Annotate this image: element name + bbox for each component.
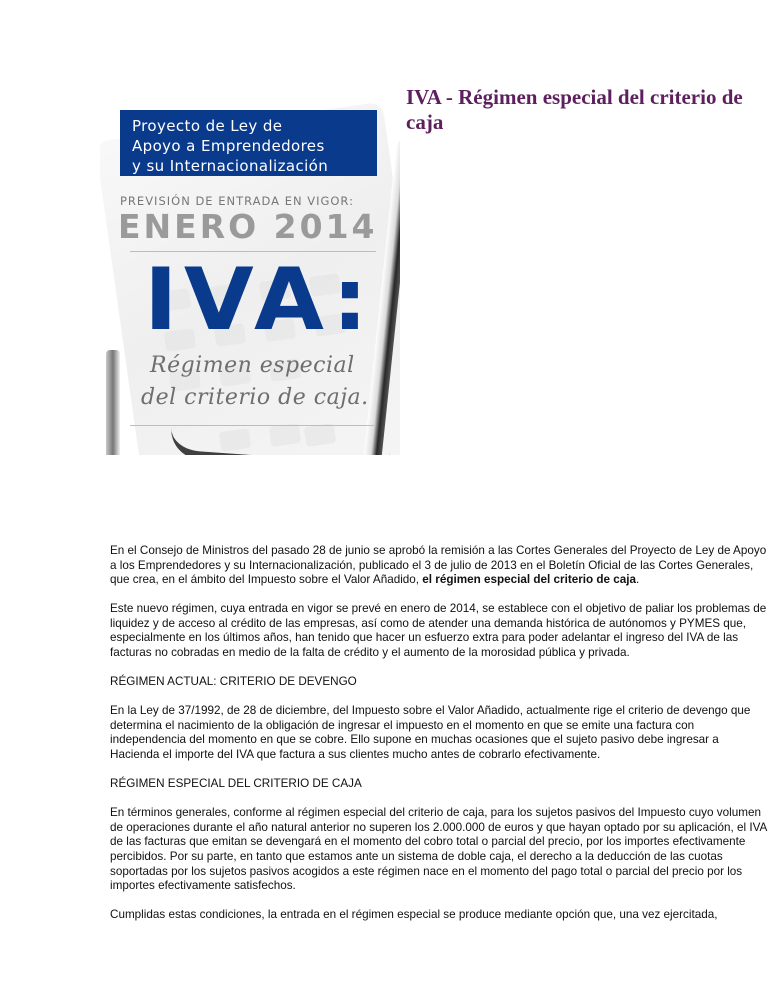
- paragraph-text: En el Consejo de Ministros del pasado 28 de junio se aprobó la remisión a las Cortes Generales del Proyecto de Ley de Apoyo a los Emprendedores y su Internacionalización, publicado el 3 de julio de 2013 en el Boletín Oficial de las Cortes Generales, que crea, en el ámbito del Impuesto sobre el Valor Añadido,: [110, 544, 767, 587]
- paragraph-bold-text: el régimen especial del criterio de caja: [422, 573, 637, 587]
- paragraph-conditions: Cumplidas estas condiciones, la entrada en el régimen especial se produce mediante opción que, una vez ejercitada,: [110, 908, 718, 922]
- paragraph-special-regime: En términos generales, conforme al régimen especial del criterio de caja, para los sujetos pasivos del Impuesto cuyo volumen de operaciones durante el año natural anterior no superen los 2.000.000 de euros y que hayan optado por su aplicación, el IVA de las facturas que emitan se devengará en el momento del cobro total o parcial del precio, por los importes efectivamente percibidos. Por su parte, en tanto que estamos ante un sistema de doble caja, el derecho a la deducción de las cuotas soportadas por los sujetos pasivos acogidos a este régimen nace en el momento del pago total o parcial del precio por los importes efectivamente satisfechos.: [110, 806, 767, 893]
- bill-title-line: Proyecto de Ley de: [132, 117, 283, 135]
- bill-title-line: Apoyo a Emprendedores: [132, 137, 325, 155]
- divider: [130, 425, 376, 426]
- banner-subtitle-line: Régimen especial: [150, 353, 355, 378]
- prevision-label: PREVISIÓN DE ENTRADA EN VIGOR:: [120, 194, 354, 208]
- bill-title-box: [120, 110, 377, 176]
- section-heading-special-regime: RÉGIMEN ESPECIAL DEL CRITERIO DE CAJA: [110, 777, 362, 791]
- entry-date: ENERO 2014: [118, 207, 378, 246]
- article-body: [110, 544, 768, 937]
- page-title: IVA - Régimen especial del criterio de caja: [406, 85, 743, 134]
- paragraph-objective: Este nuevo régimen, cuya entrada en vigor se prevé en enero de 2014, se establece con el objetivo de paliar los problemas de liquidez y de acceso al crédito de las empresas, así como de atender una demanda histórica de autónomos y PYMES que, especialmente en los últimos años, han tenido que hacer un esfuerzo extra para poder adelantar el ingreso del IVA de las facturas no cobradas en medio de la falta de crédito y el aumento de la morosidad pública y privada.: [110, 602, 767, 660]
- banner-subtitle-line: del criterio de caja.: [141, 385, 369, 410]
- banner-subtitle: [141, 350, 390, 414]
- paragraph-text: .: [636, 573, 640, 587]
- iva-label: IVA:: [144, 250, 375, 350]
- bill-title-line: y su Internacionalización: [132, 157, 329, 175]
- calculator-edge: [106, 350, 120, 455]
- paragraph-current-regime: En la Ley de 37/1992, de 28 de diciembre, del Impuesto sobre el Valor Añadido, actualmente rige el criterio de devengo que determina el nacimiento de la obligación de ingresar el impuesto en el momento en que se emite una factura con independencia del momento en que se cobre. Ello supone en muchas ocasiones que el sujeto pasivo debe ingresar a Hacienda el importe del IVA que factura a sus clientes mucho antes de cobrarlo efectivamente.: [110, 704, 751, 762]
- paragraph-intro: [110, 544, 768, 588]
- section-heading-current-regime: RÉGIMEN ACTUAL: CRITERIO DE DEVENGO: [110, 675, 357, 689]
- banner-image: [100, 80, 400, 455]
